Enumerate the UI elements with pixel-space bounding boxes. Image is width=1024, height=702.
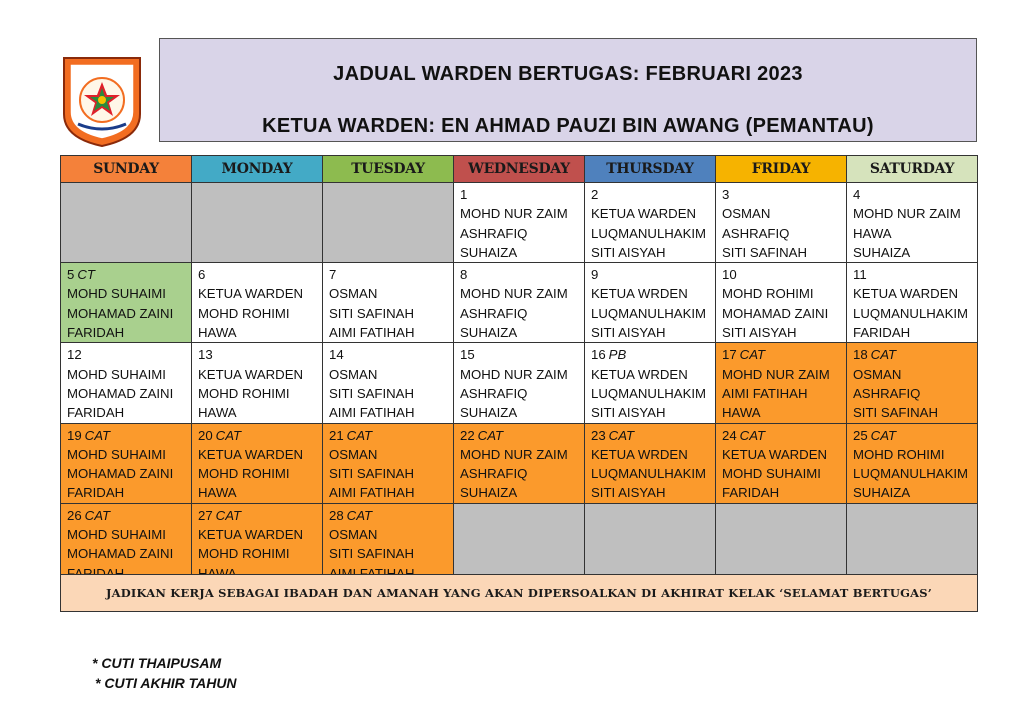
holiday-tag: PB	[608, 347, 627, 363]
weekday-header-row	[61, 156, 978, 183]
warden-name: KETUA WARDEN	[198, 446, 304, 462]
day-number: 16	[591, 347, 606, 363]
day-cell	[585, 343, 716, 423]
day-cell	[716, 263, 847, 343]
day-number: 26	[67, 507, 82, 523]
warden-name: SITI SAFINAH	[329, 466, 414, 482]
day-number-line	[329, 506, 447, 525]
day-number: 12	[67, 347, 82, 363]
warden-name: HAWA	[853, 225, 892, 241]
warden-name: SITI SAFINAH	[722, 244, 807, 260]
weekday-header-saturday: SATURDAY	[847, 156, 978, 183]
warden-name: LUQMANULHAKIM	[591, 466, 707, 482]
warden-name: MOHAMAD ZAINI	[67, 466, 174, 482]
note-item: * CUTI THAIPUSAM	[92, 655, 222, 671]
header-panel	[159, 38, 977, 142]
warden-name: LUQMANULHAKIM	[591, 305, 707, 321]
day-cell	[61, 343, 192, 423]
warden-name: ASHRAFIQ	[460, 385, 528, 401]
warden-name: KETUA WRDEN	[591, 366, 688, 382]
warden-name: HAWA	[722, 405, 761, 421]
warden-name: AIMI FATIHAH	[329, 485, 415, 501]
day-number: 25	[853, 427, 868, 443]
day-cell	[192, 343, 323, 423]
day-cell	[454, 423, 585, 503]
warden-name: SUHAIZA	[460, 325, 518, 341]
day-cell	[323, 423, 454, 503]
day-number-line	[591, 185, 709, 204]
day-number-line	[591, 345, 709, 364]
holiday-tag: CAT	[739, 427, 766, 443]
warden-name: KETUA WARDEN	[198, 366, 304, 382]
warden-name: HAWA	[198, 485, 237, 501]
holiday-tag: CAT	[608, 427, 635, 443]
weekday-header-monday: MONDAY	[192, 156, 323, 183]
day-number: 13	[198, 347, 213, 363]
weekday-header-wednesday: WEDNESDAY	[454, 156, 585, 183]
warden-name: SUHAIZA	[853, 485, 911, 501]
holiday-tag: CT	[77, 267, 95, 283]
warden-name: SUHAIZA	[460, 244, 518, 260]
weekday-header-friday: FRIDAY	[716, 156, 847, 183]
holiday-tag: CAT	[84, 427, 111, 443]
warden-name: OSMAN	[329, 286, 378, 302]
warden-name: SUHAIZA	[853, 244, 911, 260]
warden-name: KETUA WARDEN	[198, 527, 304, 543]
day-number: 22	[460, 427, 475, 443]
day-number-line	[67, 426, 185, 445]
day-cell	[847, 423, 978, 503]
day-cell	[847, 343, 978, 423]
warden-name: SITI AISYAH	[591, 325, 666, 341]
day-number: 20	[198, 427, 213, 443]
day-number: 18	[853, 347, 868, 363]
day-number: 24	[722, 427, 737, 443]
warden-name: OSMAN	[329, 527, 378, 543]
warden-name: OSMAN	[853, 366, 902, 382]
day-number: 10	[722, 267, 737, 283]
day-number-line	[460, 345, 578, 364]
warden-name: MOHD ROHIMI	[198, 466, 290, 482]
day-cell	[585, 423, 716, 503]
day-number: 28	[329, 507, 344, 523]
warden-name: SITI AISYAH	[591, 405, 666, 421]
warden-name: KETUA WRDEN	[591, 286, 688, 302]
note-item: * CUTI AKHIR TAHUN	[95, 675, 237, 691]
warden-name: MOHD NUR ZAIM	[460, 446, 568, 462]
day-number-line	[460, 426, 578, 445]
day-number-line	[67, 506, 185, 525]
day-number: 11	[853, 267, 867, 283]
warden-name: ASHRAFIQ	[460, 305, 528, 321]
day-number-line	[198, 506, 316, 525]
day-number-line	[67, 345, 185, 364]
day-number-line	[67, 265, 185, 284]
warden-name: MOHAMAD ZAINI	[722, 305, 829, 321]
warden-name: ASHRAFIQ	[460, 466, 528, 482]
day-cell	[192, 263, 323, 343]
day-cell	[192, 503, 323, 583]
day-cell	[454, 183, 585, 263]
empty-day-cell	[323, 183, 454, 263]
warden-name: MOHD ROHIMI	[198, 546, 290, 562]
holiday-tag: CAT	[215, 507, 242, 523]
day-number: 23	[591, 427, 606, 443]
warden-name: LUQMANULHAKIM	[591, 385, 707, 401]
warden-name: MOHAMAD ZAINI	[67, 385, 174, 401]
day-number-line	[329, 265, 447, 284]
warden-name: FARIDAH	[67, 485, 125, 501]
day-number-line	[198, 265, 316, 284]
day-number-line	[853, 185, 971, 204]
motto-text: JADIKAN KERJA SEBAGAI IBADAH DAN AMANAH YANG AKAN DIPERSOALKAN DI AKHIRAT KELAK ‘SELAMAT BERTUGAS’	[106, 586, 932, 600]
day-number-line	[853, 265, 971, 284]
warden-name: FARIDAH	[67, 325, 125, 341]
day-number: 1	[460, 187, 468, 202]
day-cell	[716, 183, 847, 263]
warden-name: MOHD SUHAIMI	[67, 527, 166, 543]
day-cell	[585, 183, 716, 263]
day-number-line	[722, 345, 840, 364]
weekday-header-sunday: SUNDAY	[61, 156, 192, 183]
day-number: 8	[460, 267, 468, 283]
warden-name: MOHAMAD ZAINI	[67, 305, 174, 321]
warden-name: MOHD NUR ZAIM	[722, 366, 830, 382]
warden-name: OSMAN	[329, 446, 378, 462]
warden-name: KETUA WARDEN	[198, 286, 304, 302]
warden-name: LUQMANULHAKIM	[853, 305, 969, 321]
day-number: 6	[198, 267, 206, 283]
warden-name: SITI SAFINAH	[329, 305, 414, 321]
warden-name: LUQMANULHAKIM	[591, 225, 707, 241]
holiday-tag: CAT	[870, 347, 897, 363]
week-row	[61, 503, 978, 583]
day-number: 4	[853, 187, 861, 202]
warden-name: OSMAN	[329, 366, 378, 382]
warden-name: SUHAIZA	[460, 405, 518, 421]
warden-name: SITI SAFINAH	[329, 546, 414, 562]
empty-day-cell	[192, 183, 323, 263]
empty-day-cell	[454, 503, 585, 583]
empty-day-cell	[716, 503, 847, 583]
day-number-line	[460, 265, 578, 284]
warden-name: ASHRAFIQ	[722, 225, 790, 241]
day-number: 5	[67, 267, 75, 283]
empty-day-cell	[585, 503, 716, 583]
warden-name: FARIDAH	[67, 405, 125, 421]
day-cell	[323, 263, 454, 343]
week-row	[61, 183, 978, 263]
warden-name: MOHD NUR ZAIM	[460, 206, 568, 222]
day-number: 3	[722, 187, 730, 202]
holiday-tag: CAT	[477, 427, 504, 443]
day-number: 17	[722, 347, 737, 363]
warden-name: MOHD SUHAIMI	[67, 366, 166, 382]
warden-name: KETUA WRDEN	[591, 446, 688, 462]
holiday-tag: CAT	[84, 507, 111, 523]
day-number-line	[591, 426, 709, 445]
day-number: 27	[198, 507, 213, 523]
warden-name: AIMI FATIHAH	[722, 385, 808, 401]
warden-name: SITI AISYAH	[722, 325, 797, 341]
weekday-header-tuesday: TUESDAY	[323, 156, 454, 183]
day-number: 7	[329, 267, 337, 283]
day-cell	[454, 263, 585, 343]
warden-name: KETUA WARDEN	[853, 286, 959, 302]
holiday-tag: CAT	[346, 427, 373, 443]
day-cell	[454, 343, 585, 423]
day-number-line	[722, 426, 840, 445]
day-number: 21	[329, 427, 344, 443]
warden-name: SITI SAFINAH	[853, 405, 938, 421]
school-crest-logo	[58, 54, 146, 148]
day-number-line	[853, 426, 971, 445]
warden-name: FARIDAH	[853, 325, 911, 341]
day-cell	[61, 263, 192, 343]
week-row	[61, 423, 978, 503]
day-number-line	[591, 265, 709, 284]
empty-day-cell	[61, 183, 192, 263]
day-number-line	[722, 185, 840, 204]
day-cell	[61, 423, 192, 503]
day-number-line	[329, 345, 447, 364]
day-cell	[847, 183, 978, 263]
holiday-tag: CAT	[739, 347, 766, 363]
day-cell	[716, 343, 847, 423]
page-title: JADUAL WARDEN BERTUGAS: FEBRUARI 2023	[333, 63, 803, 85]
empty-day-cell	[847, 503, 978, 583]
warden-name: MOHD ROHIMI	[722, 286, 814, 302]
day-number-line	[329, 426, 447, 445]
warden-name: SITI SAFINAH	[329, 385, 414, 401]
warden-name: HAWA	[198, 325, 237, 341]
warden-name: MOHD ROHIMI	[198, 305, 290, 321]
day-number-line	[198, 345, 316, 364]
warden-name: MOHD SUHAIMI	[67, 286, 166, 302]
warden-name: KETUA WARDEN	[591, 206, 697, 222]
warden-name: ASHRAFIQ	[853, 385, 921, 401]
warden-name: SITI AISYAH	[591, 485, 666, 501]
warden-name: MOHD SUHAIMI	[722, 466, 821, 482]
warden-name: KETUA WARDEN	[722, 446, 828, 462]
warden-name: AIMI FATIHAH	[329, 325, 415, 341]
warden-name: MOHD NUR ZAIM	[460, 366, 568, 382]
day-cell	[61, 503, 192, 583]
warden-name: SITI AISYAH	[591, 244, 666, 260]
holiday-tag: CAT	[346, 507, 373, 523]
motto-bar	[60, 574, 978, 612]
duty-calendar	[60, 155, 978, 584]
day-cell	[323, 503, 454, 583]
week-row	[61, 263, 978, 343]
day-cell	[192, 423, 323, 503]
day-number-line	[722, 265, 840, 284]
day-cell	[847, 263, 978, 343]
day-cell	[585, 263, 716, 343]
notes	[92, 653, 237, 693]
warden-name: MOHAMAD ZAINI	[67, 546, 174, 562]
day-number: 9	[591, 267, 599, 283]
warden-name: OSMAN	[722, 206, 771, 222]
warden-name: MOHD ROHIMI	[198, 385, 290, 401]
warden-name: ASHRAFIQ	[460, 225, 528, 241]
warden-name: HAWA	[198, 405, 237, 421]
holiday-tag: CAT	[870, 427, 897, 443]
day-cell	[716, 423, 847, 503]
day-number-line	[460, 185, 578, 204]
day-number-line	[198, 426, 316, 445]
day-cell	[323, 343, 454, 423]
day-number-line	[853, 345, 971, 364]
warden-name: MOHD NUR ZAIM	[853, 206, 961, 222]
warden-name: SUHAIZA	[460, 485, 518, 501]
day-number: 19	[67, 427, 82, 443]
day-number: 2	[591, 187, 599, 202]
holiday-tag: CAT	[215, 427, 242, 443]
day-number: 15	[460, 347, 475, 363]
warden-name: FARIDAH	[722, 485, 780, 501]
warden-name: MOHD ROHIMI	[853, 446, 945, 462]
day-number: 14	[329, 347, 344, 363]
warden-name: MOHD SUHAIMI	[67, 446, 166, 462]
warden-name: AIMI FATIHAH	[329, 405, 415, 421]
warden-name: MOHD NUR ZAIM	[460, 286, 568, 302]
weekday-header-thursday: THURSDAY	[585, 156, 716, 183]
week-row	[61, 343, 978, 423]
page-subtitle: KETUA WARDEN: EN AHMAD PAUZI BIN AWANG (PEMANTAU)	[262, 115, 874, 137]
warden-name: LUQMANULHAKIM	[853, 466, 969, 482]
